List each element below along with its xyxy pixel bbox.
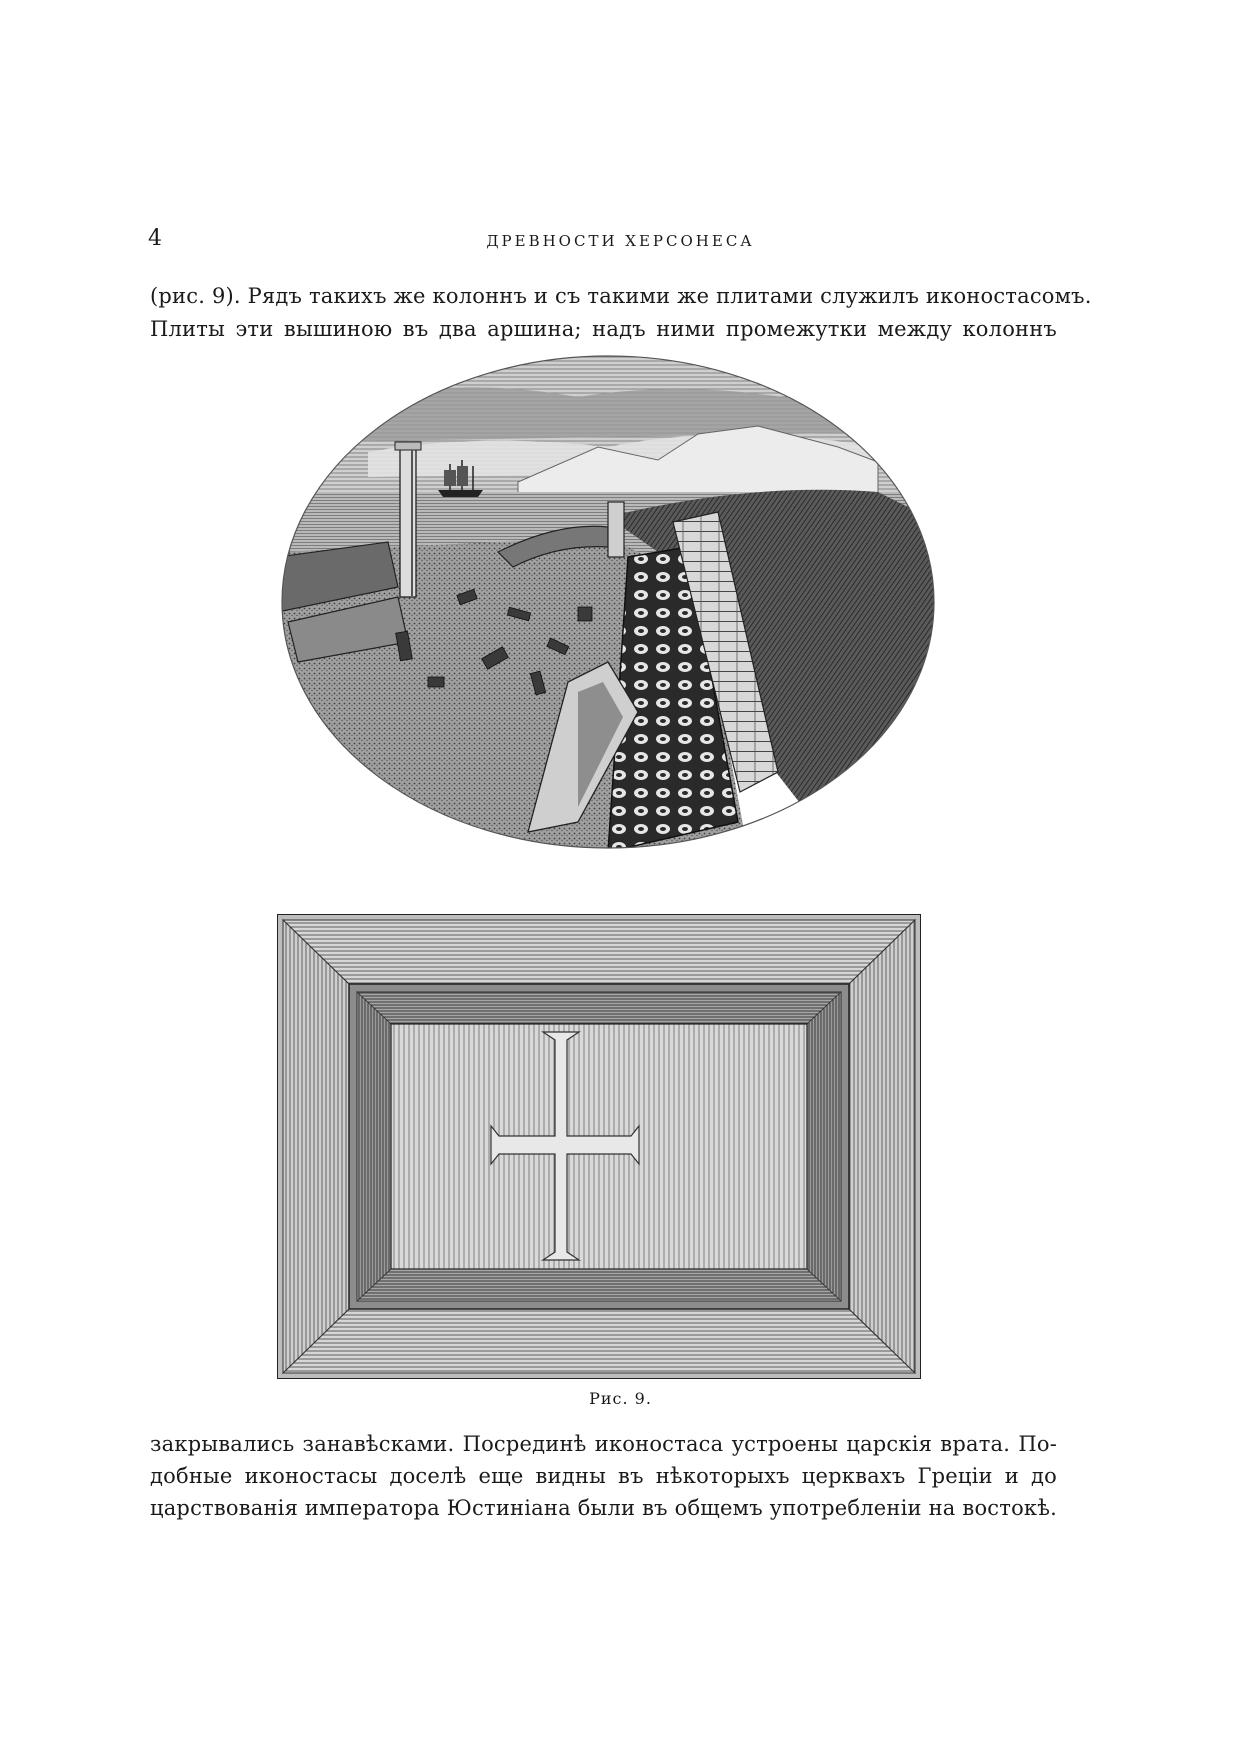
text-line: царствованія императора Юстиніана были въ общемъ употребленіи на востокѣ.	[150, 1496, 1057, 1520]
figure-caption: Рис. 9.	[589, 1389, 652, 1408]
page-number: 4	[148, 226, 162, 251]
text-line: закрывались занавѣсками. Посрединѣ иконостаса устроены царскія врата. По-	[150, 1432, 1057, 1456]
text-line: добные иконостасы доселѣ еще видны въ нѣкоторыхъ церквахъ Греціи и до	[150, 1464, 1057, 1488]
text-line: (рис. 9). Рядъ такихъ же колоннъ и съ такими же плитами служилъ иконостасомъ.	[150, 284, 1092, 308]
plate-with-cross-engraving	[277, 914, 921, 1379]
paragraph-top	[150, 280, 1092, 346]
text-line: Плиты эти вышиною въ два аршина; надъ ними промежутки между колоннъ	[150, 317, 1057, 341]
running-head: ДРЕВНОСТИ ХЕРСОНЕСА	[486, 232, 755, 250]
paragraph-bottom	[150, 1428, 1057, 1524]
ruins-engraving	[278, 352, 938, 852]
